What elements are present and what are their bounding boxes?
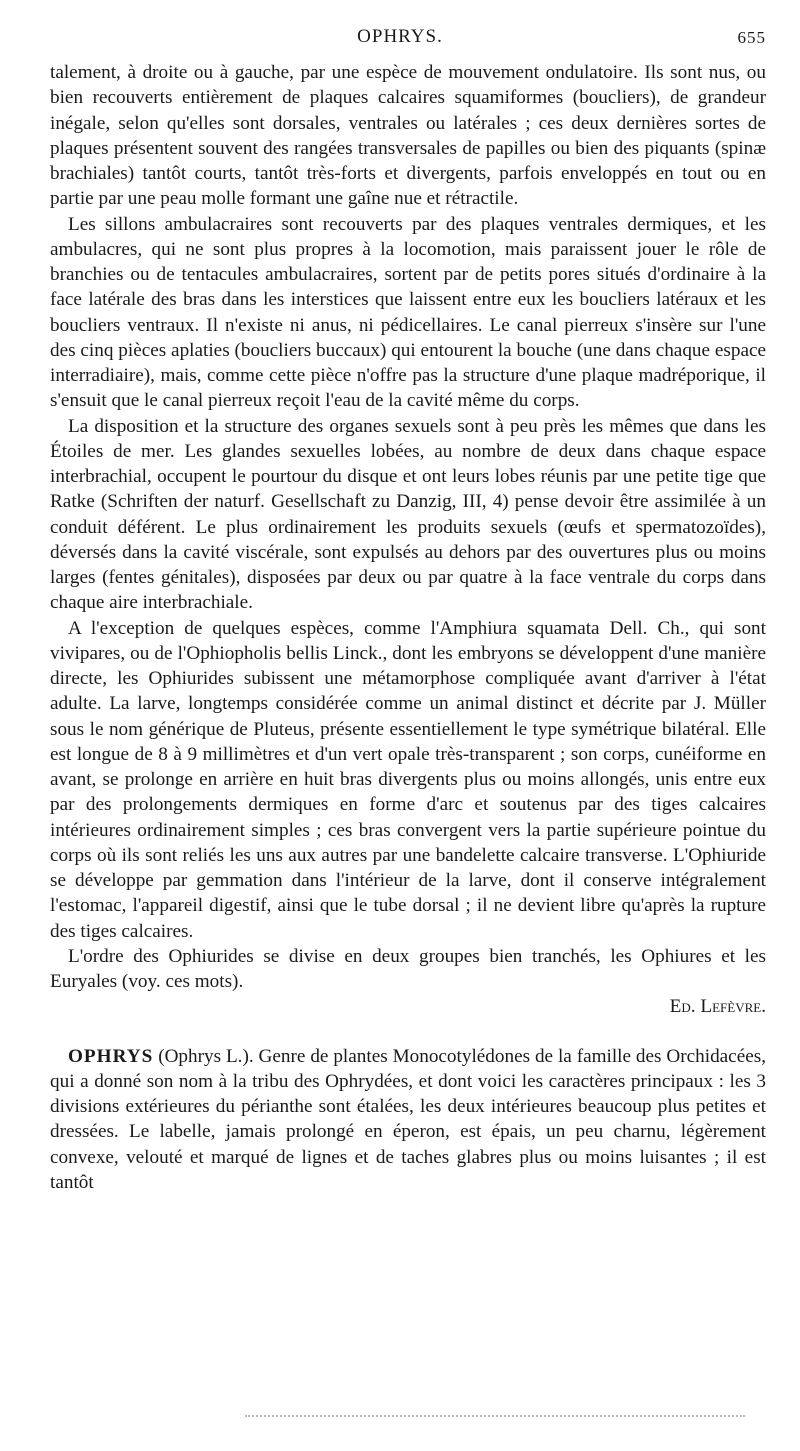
author-signature: Ed. Lefèvre. bbox=[669, 996, 766, 1018]
entry-paragraph bbox=[50, 1044, 766, 1196]
running-head bbox=[0, 26, 800, 48]
paragraph-1: talement, à droite ou à gauche, par une espèce de mouvement ondulatoire. Ils sont nus, ou bien recouverts entièrement de plaques calcaires squamiformes (boucliers), de grandeur inégale, selon qu'elles sont dorsales, ventrales ou latérales ; ces deux dernières sortes de plaques présentent souvent des rangées transversales de papilles ou bien des piquants (spinæ brachiales) tantôt courts, tantôt très-forts et divergents, parfois enveloppés en tout ou en partie par une peau molle formant une gaîne nue et rétractile. bbox=[50, 62, 766, 210]
paragraph-4: A l'exception de quelques espèces, comme l'Amphiura squamata Dell. Ch., qui sont vivipares, ou de l'Ophiopholis bellis Linck., dont les embryons se développent d'une manière directe, les Ophiurides subissent une métamorphose compliquée avant d'arriver à l'état adulte. La larve, longtemps considérée comme un animal distinct et décrite par J. Müller sous le nom générique de Pluteus, présente essentiellement le type symétrique bilatéral. Elle est longue de 8 à 9 millimètres et d'un vert opale très-transparent ; son corps, cunéiforme en avant, se prolonge en arrière en huit bras divergents plus ou moins allongés, unis entre eux par des prolongements dermiques en forme d'arc et soutenus par des tiges calcaires intérieures ordinairement simples ; ces bras convergent vers la partie supérieure pointue du corps où ils sont reliés les uns aux autres par une bandelette calcaire transverse. L'Ophiuride se développe par gemmation dans l'intérieur de la larve, dont il conserve intégralement l'estomac, l'appareil digestif, ainsi que le tube dorsal ; il ne devient libre qu'après la rupture des tiges calcaires. bbox=[50, 617, 766, 942]
entry-text: (Ophrys L.). Genre de plantes Monocotylédones de la famille des Orchidacées, qui a donné son nom à la tribu des Ophrydées, et dont voici les caractères principaux : les 3 divisions extérieures du périanthe sont étalées, les deux intérieures beaucoup plus petites et dressées. Le labelle, jamais prolongé en éperon, est épais, un peu charnu, légèrement convexe, velouté et marqué de lignes et de taches glabres plus ou moins luisantes ; il est tantôt bbox=[50, 1045, 767, 1193]
paragraph-2: Les sillons ambulacraires sont recouverts par des plaques ventrales dermiques, et les ambulacres, qui ne sont plus propres à la locomotion, mais paraissent jouer le rôle de branchies ou de tentacules ambulacraires, sortent par de petits pores situés d'ordinaire à la face latérale des bras dans les interstices que laissent entre eux les boucliers latéraux et les boucliers ventraux. Il n'existe ni anus, ni pédicellaires. Le canal pierreux s'insère sur l'une des cinq pièces aplaties (boucliers buccaux) qui entourent la bouche (une dans chaque espace interradiaire), mais, comme cette pièce n'offre pas la structure d'une plaque madréporique, il s'ensuit que le canal pierreux reçoit l'eau de la cavité même du corps. bbox=[50, 213, 766, 412]
entry-separator bbox=[50, 1020, 766, 1044]
page-number: 655 bbox=[737, 28, 766, 47]
paragraph-3: La disposition et la structure des organes sexuels sont à peu près les mêmes que dans les Étoiles de mer. Les glandes sexuelles lobées, au nombre de deux dans chaque espace interbrachial, occupent le pourtour du disque et ont leurs lobes réunis par une petite tige que Ratke (Schriften der naturf. Gesellschaft zu Danzig, III, 4) pense devoir être assimilée à un conduit déférent. Le plus ordinairement les produits sexuels (œufs et spermatozoïdes), déversés dans la cavité viscérale, sont expulsés au dehors par des ouvertures plus ou moins larges (fentes génitales), disposées par deux ou par quatre à la face ventrale du corps dans chaque aire interbrachiale. bbox=[50, 415, 766, 614]
running-title: OPHRYS. bbox=[357, 26, 443, 47]
entry-headword: OPHRYS bbox=[68, 1045, 154, 1067]
article-body bbox=[50, 60, 766, 1195]
paragraph-5: L'ordre des Ophiurides se divise en deux groupes bien tranchés, les Ophiures et les Euryales (voy. ces mots). bbox=[50, 945, 766, 992]
footer-dotted-rule bbox=[245, 1415, 745, 1419]
